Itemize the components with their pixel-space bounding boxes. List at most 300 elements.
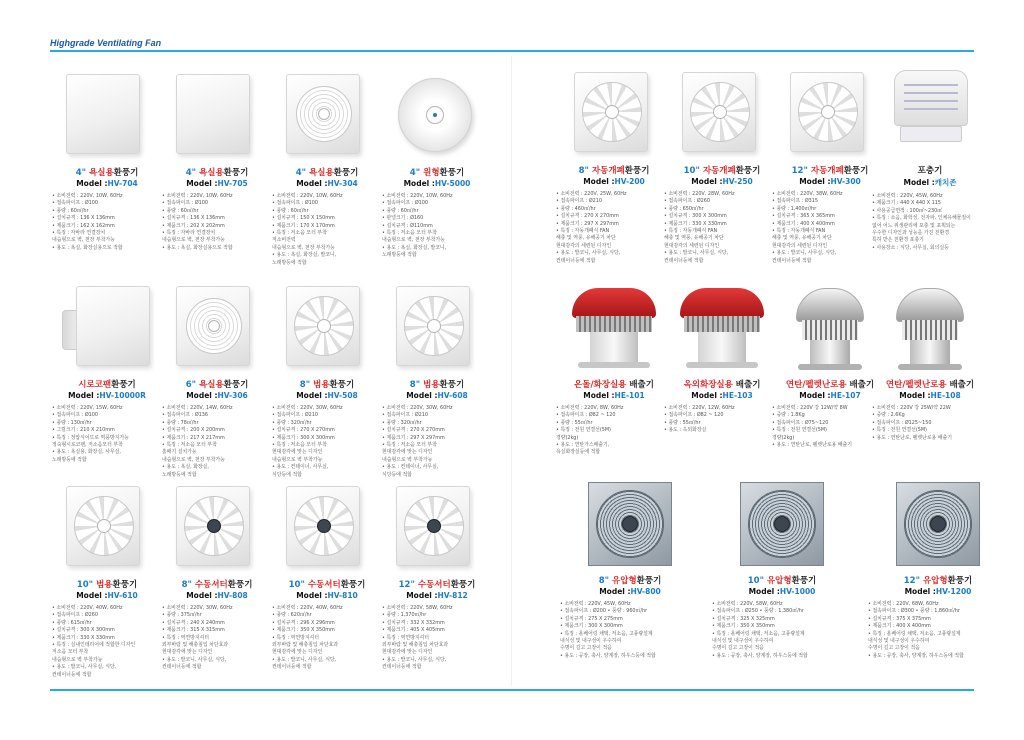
spec-line: • 용도 : 발코니, 사무실, 식당, [382, 656, 447, 663]
model-code: HV-300 [830, 177, 861, 186]
spec-line: • 소비전력 : 220V 강 12W/약 8W [772, 405, 848, 411]
spec-line: • 제품크기 : 400 X 400mm [772, 220, 835, 227]
spec-line: • 용도 : 연탄난로, 펠렛난로용 배출기 [772, 442, 853, 449]
spec-line: • 특징 : 자바라 연결장치 [162, 230, 216, 237]
spec-line: • 제품크기 : 300 X 300mm [272, 434, 335, 441]
spec-line: 수명이 길고 고장이 적음 [712, 645, 764, 652]
spec-line: 내식성 및 내구성이 우수하여 [712, 638, 774, 645]
flat-panel-fan [176, 74, 250, 154]
product-title [382, 166, 492, 178]
model-code: HV-808 [217, 591, 248, 600]
spec-line: • 사용장소 : 식당, 사무실, 회의실등 [872, 244, 949, 251]
product-name-highlight: 욕실용 [89, 168, 114, 178]
model-label: Model : [583, 177, 615, 186]
spec-line: • 접속파이프 : Ø75~120 [772, 419, 829, 426]
spec-line: • 제품크기 : 400 X 400mm [868, 623, 931, 630]
product-card [664, 280, 780, 435]
product-size: 8" [409, 380, 421, 390]
product-name: 욕실용환풍기 [199, 168, 249, 178]
product-name-highlight: 유압형 [766, 576, 792, 586]
model-line [52, 391, 162, 400]
spec-line: • 특징 : 전원 연결선(5M) [772, 427, 827, 434]
product-name-highlight: 온돌/화장실용 [574, 380, 627, 390]
spec-line: • 풍량 : 60㎥/hr [382, 207, 419, 214]
product-title [382, 578, 492, 590]
spec-line: 컨테이너등에 적합 [556, 257, 596, 264]
spec-list [272, 405, 382, 479]
product-size: 8" [299, 380, 311, 390]
spec-line: • 접속파이프 : Ø125~150 [872, 419, 932, 426]
spec-line: • 접속파이프 : Ø82 ~ 120 [664, 412, 724, 419]
spec-line: • 제품크기 : 217 X 217mm [162, 434, 225, 441]
product-image [170, 68, 258, 163]
product-name: 욕실용환풍기 [199, 380, 249, 390]
spec-line: • 소비전력 : 220V, 68W, 60Hz [868, 601, 939, 607]
spec-line: • 용도 : 발코니, 사무실, 식당, [664, 250, 729, 257]
model-label: Model : [186, 179, 218, 188]
model-label: Model : [186, 391, 218, 400]
spec-line: • 설치규격 : 136 X 136mm [52, 215, 115, 222]
spec-line: • 용도 : 발코니, 사무실, 식당, [272, 656, 337, 663]
footer-rule [50, 689, 974, 691]
model-code: HV-1200 [935, 587, 972, 596]
spec-line: 내습형으로 벽 부착가능 [382, 456, 433, 463]
spec-list [664, 191, 780, 265]
spec-line: 해충 및 역풍, 유해공기 차단 [556, 235, 616, 242]
product-title [772, 164, 888, 176]
model-label: Model : [76, 179, 108, 188]
spec-line: • 접속파이프 : Ø210 [382, 412, 429, 419]
product-name: 온돌/화장실용 배출기 [574, 380, 654, 390]
spec-line: • 접속파이프 : Ø100 [382, 200, 429, 207]
model-code: HV-304 [327, 179, 358, 188]
product-card [162, 480, 272, 672]
spec-line: 외부바람 및 해충침입 차단효과 [382, 642, 449, 649]
product-name: 자동개폐환풍기 [810, 166, 869, 176]
spec-line: • 설치규격 : 200 X 200mm [162, 427, 225, 434]
spec-list [772, 191, 888, 265]
model-label: Model : [296, 179, 328, 188]
catalog-header-title: Highgrade Ventilating Fan [50, 38, 162, 48]
spec-line: • 특징 : 올베어링 채택, 저소음, 고풍량설계 [712, 630, 805, 637]
model-line [272, 179, 382, 188]
spec-line: • 설치규격 : 296 X 296mm [272, 619, 335, 626]
product-card [872, 280, 988, 442]
model-label: Model : [799, 177, 831, 186]
product-name-highlight: 수동셔터 [194, 580, 228, 590]
spec-line: • 설치규격 : 300 X 300mm [664, 213, 727, 220]
product-size: 12" [791, 166, 808, 176]
spec-line: • 풍량 : 460㎥/hr [556, 205, 596, 212]
spec-list [868, 601, 1008, 660]
spec-line: • 용도 : 연탄가스배출기, [556, 442, 610, 449]
model-code: HV-705 [217, 179, 248, 188]
product-size: 8" [598, 576, 610, 586]
spec-line: • 풍량 : 60㎥/hr [272, 207, 309, 214]
model-line [560, 587, 700, 596]
spec-line: • 풍량 : 1,400㎥/hr [772, 205, 817, 212]
spec-line: • 제품크기 : 202 X 202mm [162, 222, 225, 229]
spec-line: 현대감각에 맞는 디자인 [382, 649, 433, 656]
spec-line: • 접속파이프 : Ø250 • 풍량 : 1,380㎥/hr [712, 608, 804, 615]
product-size: 4" [409, 168, 421, 178]
spec-line: • 설치규격 : 332 X 332mm [382, 619, 445, 626]
spec-line: 특허 받은 친환경 포충기 [872, 237, 924, 244]
spec-line: 없어 어느 위생관리에 포충 및 포획되는 [872, 222, 956, 229]
product-size: 8" [578, 166, 589, 176]
product-image [280, 280, 368, 375]
model-code: HE-107 [830, 391, 861, 400]
spec-line: • 소비전력 : 220V, 45W, 60Hz [560, 601, 631, 607]
spec-line: • 설치규격 : 375 X 375mm [868, 615, 931, 622]
product-image [170, 480, 258, 575]
chrome-exhaust-cap [796, 288, 864, 322]
product-name-highlight: 옥외화장실용 [683, 380, 733, 390]
spec-line: • 풍량 : 650㎥/hr [664, 205, 704, 212]
spec-line: 컨테이너등에 적합 [162, 664, 202, 671]
spec-list [556, 191, 672, 265]
model-code: 캐치존 [934, 178, 957, 187]
product-image [60, 480, 148, 575]
spec-line: • 제품크기 : 315 X 315mm [162, 627, 225, 634]
spec-line: 식당등에 적합 [382, 471, 412, 478]
spec-line: 욕실화장실등에 적합 [556, 449, 601, 456]
model-code: HE-108 [930, 391, 961, 400]
flat-panel-fan [66, 74, 140, 154]
model-code: HV-250 [722, 177, 753, 186]
spec-line: • 소비전력 : 220V, 40W, 60Hz [52, 605, 123, 611]
spec-line: 현대감각에 맞는 디자인 [162, 649, 213, 656]
spec-line: • 접속파이프 : Ø200 • 풍량 : 960㎥/hr [560, 608, 648, 615]
spec-line: 경량(2kg) [772, 434, 795, 441]
product-card [868, 476, 1008, 660]
model-code: HV-200 [614, 177, 645, 186]
product-size: 10" [76, 580, 94, 590]
product-image [568, 280, 656, 375]
model-label: Model : [903, 178, 935, 187]
model-line [382, 391, 492, 400]
model-label: Model : [406, 591, 438, 600]
product-title [162, 378, 272, 390]
product-image [676, 66, 764, 161]
product-card [52, 68, 162, 252]
product-card [382, 280, 492, 479]
spec-line: • 소비전력 : 220V, 10W, 60Hz [382, 193, 453, 199]
product-name: 옥외화장실용 배출기 [683, 380, 761, 390]
spec-line: • 특징 : 전원 연결선(5M) [872, 427, 927, 434]
spec-line: • 풍량 : 1,370㎥/hr [382, 612, 427, 619]
product-card [664, 66, 780, 265]
spec-line: • 특징 : 전원 연결선(5M) [556, 427, 611, 434]
model-line [556, 391, 672, 400]
product-image [568, 66, 656, 161]
page-gutter [511, 56, 512, 686]
spec-list [272, 193, 382, 267]
product-card [712, 476, 852, 660]
spec-list [664, 405, 780, 435]
spec-line: • 용도 : 공장, 축사, 양계장, 하우스등에 적합 [712, 652, 808, 659]
spec-line: • 풍량 : 620㎥/hr [272, 612, 312, 619]
product-title [712, 574, 852, 586]
product-title [872, 378, 988, 390]
spec-list [382, 605, 492, 672]
product-title [556, 164, 672, 176]
spec-line: • 용도 : 욕실, 화장실, 발코니, [382, 244, 447, 251]
spec-line: • 설치규격 : 275 X 275mm [560, 615, 623, 622]
model-code: HV-1000 [779, 587, 816, 596]
spec-line: • 접속파이프 : Ø315 [772, 198, 819, 205]
spec-line: • 설치규격 : 240 X 240mm [162, 619, 225, 626]
product-name: 유압형환풍기 [922, 576, 973, 586]
product-name-highlight: 수동셔터 [307, 580, 341, 590]
product-title [664, 164, 780, 176]
spec-list [162, 193, 272, 252]
model-code: HV-800 [630, 587, 661, 596]
product-name: 욕실용환풍기 [309, 168, 359, 178]
product-name: 연탄/펠렛난로용 배출기 [885, 380, 975, 390]
spec-line: • 소비전력 : 220V, 10W, 60Hz [52, 193, 123, 199]
product-name: 유압형환풍기 [766, 576, 817, 586]
model-label: Model : [296, 391, 328, 400]
model-code: HE-101 [614, 391, 645, 400]
product-image [280, 68, 368, 163]
spec-line: • 설치규격 : 150 X 150mm [272, 215, 335, 222]
spec-line: • 특징 : 역연방지셔터 [162, 634, 209, 641]
model-label: Model : [904, 587, 936, 596]
spec-line: • 용도 : 공장, 축사, 양계장, 하우스등에 적합 [868, 652, 964, 659]
spec-line: • 특징 : 저소음 모터 부착 [272, 442, 327, 449]
spec-line: 노래방등에 적합 [382, 252, 417, 259]
spec-line: • 특징 : 올베어링 채택, 저소음, 고풍량설계 [560, 630, 653, 637]
model-label: Model : [691, 177, 723, 186]
spec-line: • 제품크기 : 405 X 405mm [382, 627, 445, 634]
model-code: HV-508 [327, 391, 358, 400]
product-name: 범용환풍기 [96, 580, 138, 590]
product-name-highlight: 자동개폐 [702, 166, 736, 176]
spec-line: 현대감각에 맞는 디자인 [382, 449, 433, 456]
spec-line: 내식성 및 내구성이 우수하여 [868, 638, 930, 645]
model-line [272, 391, 382, 400]
spec-line: • 소비전력 : 220V, 30W, 60Hz [162, 605, 233, 611]
spec-line: 내습형으로 벽, 천장 부착가능 [162, 456, 225, 463]
model-label: Model : [583, 391, 615, 400]
spec-line: • 제품크기 : 440 X 440 X 115 [872, 200, 942, 207]
spec-line: • 제품크기 : 330 X 330mm [664, 220, 727, 227]
model-code: HV-704 [107, 179, 138, 188]
product-name: 수동셔터환풍기 [194, 580, 253, 590]
product-title [868, 574, 1008, 586]
model-line [162, 591, 272, 600]
red-exhaust-cap [680, 288, 764, 318]
product-size: 10" [288, 580, 305, 590]
model-line [162, 391, 272, 400]
spec-line: • 설치규격 : 270 X 270mm [272, 427, 335, 434]
spec-line: • 소비전력 : 220V, 30W, 60Hz [382, 405, 453, 411]
product-name-highlight: 범용 [423, 380, 440, 390]
spec-line: 현대감각에 맞는 디자인 [272, 649, 323, 656]
spec-line: • 그릴크기 : 210 X 210mm [52, 427, 115, 434]
spec-line: • 풍량 : 60㎥/hr [52, 207, 89, 214]
spec-line: • 제품크기 : 297 X 297mm [382, 434, 445, 441]
spec-line: • 설치규격 : 136 X 136mm [162, 215, 225, 222]
spec-line: • 풍량 : 320㎥/hr [272, 419, 312, 426]
product-title [664, 378, 780, 390]
product-size: 12" [398, 580, 415, 590]
spec-line: • 소비전력 : 220V, 28W, 60Hz [664, 191, 735, 197]
product-name: 수동셔터환풍기 [417, 580, 476, 590]
spec-line: 식당등에 적합 [272, 471, 302, 478]
spec-line: • 용도 : 발코니, 사무실, 식당, [772, 250, 837, 257]
spec-list [382, 193, 492, 260]
model-line [772, 391, 888, 400]
spec-line: • 접속파이프 : Ø300 • 풍량 : 1,860㎥/hr [868, 608, 960, 615]
product-name: 포충기 [917, 166, 943, 176]
spec-line: • 설치규격 : 270 X 270mm [556, 213, 619, 220]
spec-line: 정숙형시로코팬, 저소음모터 부착 [52, 442, 123, 449]
spec-line: 내습형으로 벽 부착가능 [272, 456, 323, 463]
product-image [676, 280, 764, 375]
model-label: Model : [76, 591, 108, 600]
spec-line: • 소비전력 : 220V, 8W, 60Hz [556, 405, 624, 411]
spec-line: • 특징 : 실내인테리어에 적합한 디자인 [52, 642, 136, 649]
product-card [772, 66, 888, 265]
spec-line: • 제품크기 : 350 X 350mm [272, 627, 335, 634]
spec-line: • 용도 : 발코니, 사무실, 식당, [52, 664, 117, 671]
product-title [382, 378, 492, 390]
product-card [556, 66, 672, 265]
spec-line: • 접속파이프 : Ø100 [272, 200, 319, 207]
product-card [560, 476, 700, 660]
model-label: Model : [599, 587, 631, 596]
product-name-highlight: 수동셔터 [417, 580, 451, 590]
model-code: HV-610 [107, 591, 138, 600]
spec-line: • 특징 : 역연방지셔터 [272, 634, 319, 641]
product-name-highlight: 자동개폐 [591, 166, 625, 176]
product-size: 12" [903, 576, 920, 586]
model-label: Model : [899, 391, 931, 400]
spec-line: 내식성 및 내구성이 우수하여 [560, 638, 622, 645]
spec-line: • 소비전력 : 220V, 15W, 60Hz [52, 405, 123, 411]
product-title [52, 166, 162, 178]
spec-line: 컨테이너등에 적합 [382, 664, 422, 671]
spec-line: • 소비전력 : 220V, 10W, 60Hz [162, 193, 233, 199]
product-name-highlight: 범용 [313, 380, 330, 390]
spec-line: 내습형으로 벽, 천장 부착가능 [272, 244, 335, 251]
product-card [872, 66, 988, 252]
product-name: 연탄/펠렛난로용 배출기 [785, 380, 875, 390]
spec-line: 현대감각의 세련된 디자인 [772, 242, 828, 249]
product-size: 10" [747, 576, 764, 586]
product-size: 10" [683, 166, 700, 176]
spec-line: • 접속파이프 : Ø100 [52, 412, 99, 419]
model-line [52, 591, 162, 600]
model-line [664, 391, 780, 400]
product-card [382, 480, 492, 672]
product-card [162, 68, 272, 252]
product-name: 유압형환풍기 [612, 576, 662, 586]
spec-line: 내습형으로 벽, 천장 부착가능 [162, 237, 225, 244]
header-rule [50, 50, 974, 52]
product-image [784, 280, 872, 375]
model-label: Model : [748, 587, 780, 596]
product-title [772, 378, 888, 390]
product-name-highlight: 유압형 [922, 576, 948, 586]
spec-line: • 제품크기 : 330 X 330mm [52, 634, 115, 641]
model-label: Model : [403, 179, 435, 188]
product-image [584, 476, 672, 571]
spec-line: 경량(2kg) [556, 434, 579, 441]
spec-line: • 특징 : 자동개폐식 FAN [664, 228, 718, 235]
spec-line: 외부바람 및 해충침입 차단효과 [162, 642, 229, 649]
spec-line: • 소비전력 : 220V, 58W, 60Hz [382, 605, 453, 611]
spec-line: • 제품크기 : 300 X 300mm [560, 623, 623, 630]
spec-line: • 접속파이프 : Ø82 ~ 120 [556, 412, 616, 419]
spec-line: 내습형으로 벽, 천장 부착가능 [52, 237, 115, 244]
spec-line: • 접속파이프 : Ø260 [664, 198, 711, 205]
product-card [272, 68, 382, 267]
product-name: 자동개폐환풍기 [591, 166, 650, 176]
product-card [382, 68, 492, 260]
spec-line: • 설치규격 : 325 X 325mm [712, 615, 775, 622]
spec-line: • 용도 : 욕실, 화장실용으로 적합 [162, 244, 233, 251]
spec-line: • 특징 : 자바라 연결장치 [52, 230, 106, 237]
spec-line: • 접속파이프 : Ø210 [272, 412, 319, 419]
spec-line: 컨테이너등에 적합 [52, 671, 92, 678]
spec-line: 외부바람 및 해충침입 차단효과 [272, 642, 339, 649]
model-line [872, 177, 988, 188]
spec-line: • 특징 : 자동개폐식 FAN [772, 228, 826, 235]
model-line [712, 587, 852, 596]
product-title [272, 578, 382, 590]
product-card [272, 480, 382, 672]
product-name-highlight: 자동개폐 [810, 166, 844, 176]
product-card [52, 280, 162, 464]
spec-line: • 접속파이프 : Ø100 [162, 200, 209, 207]
product-name: 범용환풍기 [313, 380, 355, 390]
spec-line: • 중량 : 1.8Kg [772, 412, 805, 419]
product-size: 4" [75, 168, 87, 178]
spec-line: • 제품크기 : 350 X 350mm [712, 623, 775, 630]
product-image [884, 280, 972, 375]
product-size: 4" [185, 168, 197, 178]
product-name-highlight: 욕실용 [199, 380, 224, 390]
product-title [52, 378, 162, 390]
model-code: HV-10000R [99, 391, 146, 400]
product-title [162, 578, 272, 590]
spec-line: 내습형으로 벽, 천장 부착가능 [382, 237, 445, 244]
product-title [272, 378, 382, 390]
product-name: 원형환풍기 [423, 168, 465, 178]
spec-line: • 설치규격 : 270 X 270mm [382, 427, 445, 434]
spec-line: • 특징 : 자동개폐식 FAN [556, 228, 610, 235]
spec-line: • 제품크기 : 162 X 162mm [52, 222, 115, 229]
product-image [390, 68, 478, 163]
spec-line: • 용도 : 옥외화장실 [664, 427, 707, 434]
spec-line: • 중량 : 2.6Kg [872, 412, 905, 419]
spec-line: • 제품크기 : 170 X 170mm [272, 222, 335, 229]
spec-line: • 용도 : 발코니, 사무실, 식당, [162, 656, 227, 663]
spec-line: • 소비전력 : 220V, 12W, 60Hz [664, 405, 735, 411]
product-card [272, 280, 382, 479]
product-image [170, 280, 258, 375]
red-exhaust-cap [572, 288, 656, 318]
model-code: HV-608 [437, 391, 468, 400]
spec-line: 현대감각의 세련된 디자인 [664, 242, 720, 249]
spec-line: 홈배기 설치가능 [162, 449, 197, 456]
product-image [390, 280, 478, 375]
product-name-highlight: 범용 [96, 580, 113, 590]
model-line [52, 179, 162, 188]
